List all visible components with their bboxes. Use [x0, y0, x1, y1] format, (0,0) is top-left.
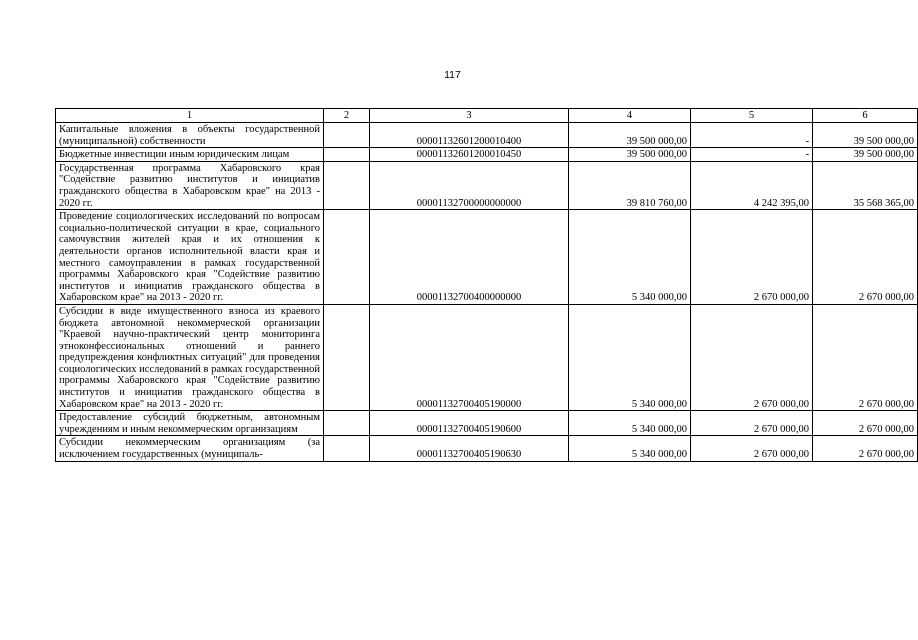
- budget-table: [55, 108, 918, 462]
- row-value-4: 39 500 000,00: [569, 148, 691, 162]
- row-value-5: 2 670 000,00: [691, 304, 813, 410]
- row-col2: [324, 123, 370, 148]
- column-header-6: 6: [813, 109, 918, 123]
- row-value-6: 39 500 000,00: [813, 148, 918, 162]
- row-code: 00001132601200010400: [370, 123, 569, 148]
- row-name: Предоставление субсидий бюджетным, автономным учреждениям и иным некоммерческим организациям: [56, 411, 324, 436]
- row-name: Государственная программа Хабаровского края "Содействие развитию институтов и инициатив гражданского общества в Хабаровском крае" на 2013 - 2020 гг.: [56, 161, 324, 209]
- table-row: [56, 304, 918, 410]
- row-code: 00001132601200010450: [370, 148, 569, 162]
- row-name: Проведение социологических исследований по вопросам социально-политической ситуации в крае, социального самочувствия жителей края и их отношения к деятельности органов исполнительной власти края и местного самоуправления в рамках государственной программы Хабаровского края "Содействие развитию институтов и инициатив гражданского общества в Хабаровском крае" на 2013 - 2020 гг.: [56, 210, 324, 305]
- row-value-4: 39 500 000,00: [569, 123, 691, 148]
- row-code: 00001132700000000000: [370, 161, 569, 209]
- header-row: [56, 109, 918, 123]
- row-code: 00001132700400000000: [370, 210, 569, 305]
- row-value-5: 2 670 000,00: [691, 210, 813, 305]
- row-value-6: 2 670 000,00: [813, 210, 918, 305]
- row-col2: [324, 411, 370, 436]
- row-value-4: 39 810 760,00: [569, 161, 691, 209]
- row-name: Бюджетные инвестиции иным юридическим лицам: [56, 148, 324, 162]
- row-value-4: 5 340 000,00: [569, 411, 691, 436]
- table-row: [56, 411, 918, 436]
- row-col2: [324, 148, 370, 162]
- table-row: [56, 436, 918, 461]
- row-value-4: 5 340 000,00: [569, 436, 691, 461]
- row-code: 00001132700405190600: [370, 411, 569, 436]
- row-value-6: 35 568 365,00: [813, 161, 918, 209]
- row-col2: [324, 161, 370, 209]
- table-row: [56, 148, 918, 162]
- row-value-5: -: [691, 148, 813, 162]
- column-header-5: 5: [691, 109, 813, 123]
- row-col2: [324, 210, 370, 305]
- table-row: [56, 161, 918, 209]
- table-row: [56, 123, 918, 148]
- row-value-4: 5 340 000,00: [569, 210, 691, 305]
- row-col2: [324, 304, 370, 410]
- column-header-4: 4: [569, 109, 691, 123]
- column-header-3: 3: [370, 109, 569, 123]
- row-value-6: 2 670 000,00: [813, 304, 918, 410]
- row-code: 00001132700405190000: [370, 304, 569, 410]
- row-value-5: -: [691, 123, 813, 148]
- table-row: [56, 210, 918, 305]
- row-value-5: 4 242 395,00: [691, 161, 813, 209]
- row-name: Субсидии в виде имущественного взноса из краевого бюджета автономной некоммерческой организации "Краевой научно-практический центр мониторинга этноконфессиональных отношений и раннего предупреждения конфликтных ситуаций" для проведения социологических исследований в рамках государственной программы Хабаровского края "Содействие развитию институтов и инициатив гражданского общества в Хабаровском крае" на 2013 - 2020 гг.: [56, 304, 324, 410]
- column-header-2: 2: [324, 109, 370, 123]
- row-value-4: 5 340 000,00: [569, 304, 691, 410]
- row-name: Субсидии некоммерческим организациям (за исключением государственных (муниципаль-: [56, 436, 324, 461]
- row-value-5: 2 670 000,00: [691, 436, 813, 461]
- row-col2: [324, 436, 370, 461]
- row-value-6: 2 670 000,00: [813, 411, 918, 436]
- row-name: Капитальные вложения в объекты государственной (муниципальной) собственности: [56, 123, 324, 148]
- row-value-6: 39 500 000,00: [813, 123, 918, 148]
- row-value-6: 2 670 000,00: [813, 436, 918, 461]
- row-value-5: 2 670 000,00: [691, 411, 813, 436]
- row-code: 00001132700405190630: [370, 436, 569, 461]
- page-number: 117: [444, 69, 461, 81]
- column-header-1: 1: [56, 109, 324, 123]
